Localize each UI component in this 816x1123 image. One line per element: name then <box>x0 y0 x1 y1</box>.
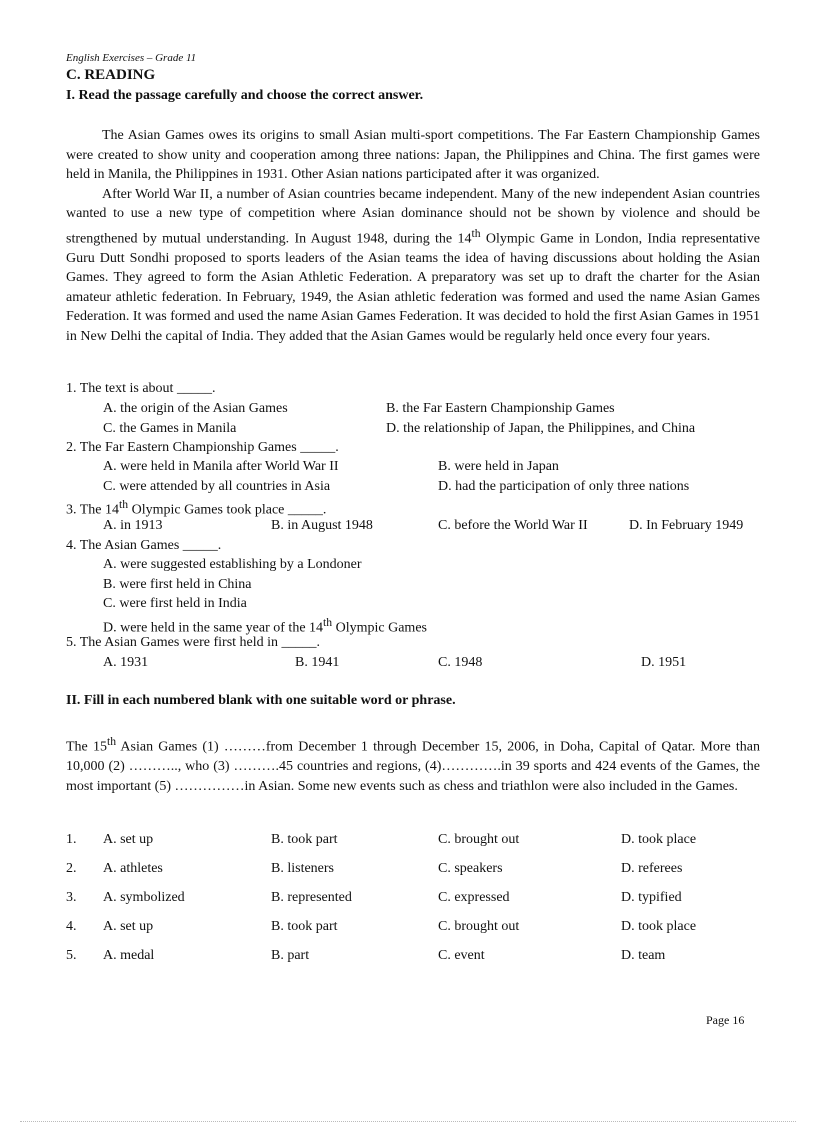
fill-item-2-option-c: C. speakers <box>438 861 503 876</box>
question-2-option-c: C. were attended by all countries in Asia <box>103 479 331 494</box>
question-2-option-b: B. were held in Japan <box>438 459 559 474</box>
fill-item-4-option-b: B. took part <box>271 919 338 934</box>
fill-item-5-option-a: A. medal <box>103 948 155 963</box>
question-1-option-c: C. the Games in Manila <box>103 421 237 436</box>
fill-item-4-option-a: A. set up <box>103 919 154 934</box>
page-number: Page 16 <box>706 1013 745 1027</box>
question-1-option-b: B. the Far Eastern Championship Games <box>386 401 615 416</box>
fill-item-1-option-c: C. brought out <box>438 832 520 847</box>
question-1-option-a: A. the origin of the Asian Games <box>103 401 288 416</box>
fill-item-4-number: 4. <box>66 919 77 934</box>
question-2-option-d: D. had the participation of only three nations <box>438 479 690 494</box>
question-4-option-b: B. were first held in China <box>103 577 252 592</box>
question-3-stem: 3. The 14th Olympic Games took place _____. <box>66 498 327 518</box>
section-title: C. READING <box>66 67 156 83</box>
question-3-option-c: C. before the World War II <box>438 518 588 533</box>
fill-item-3-option-c: C. expressed <box>438 890 510 905</box>
page-bottom-rule <box>20 1121 796 1122</box>
question-4-option-c: C. were first held in India <box>103 596 247 611</box>
question-5-option-c: C. 1948 <box>438 655 483 670</box>
question-4-option-a: A. were suggested establishing by a Londoner <box>103 557 362 572</box>
fill-item-2-number: 2. <box>66 861 77 876</box>
question-4-option-d: D. were held in the same year of the 14th Olympic Games <box>103 616 427 636</box>
fill-item-2-option-d: D. referees <box>621 861 683 876</box>
question-5-option-a: A. 1931 <box>103 655 149 670</box>
question-5-stem: 5. The Asian Games were first held in _____. <box>66 635 321 650</box>
cloze-passage: The 15th Asian Games (1) ………from December 1 through December 15, 2006, in Doha, Capital of Qatar. More than 10,000 (2) ……….., who (3) ……….45 countries and regions, (4)………….in 39 sports and 424 events of the Games, the most important (5) ……………in Asian. Some new events such as chess and triathlon were also included in the Games. <box>66 735 761 794</box>
fill-item-5-option-c: C. event <box>438 948 485 963</box>
question-5-option-b: B. 1941 <box>295 655 340 670</box>
fill-item-1-option-a: A. set up <box>103 832 154 847</box>
reading-passage <box>66 126 760 346</box>
fill-item-3-number: 3. <box>66 890 77 905</box>
fill-item-5-option-d: D. team <box>621 948 666 963</box>
fill-item-1-number: 1. <box>66 832 77 847</box>
fill-item-2-option-a: A. athletes <box>103 861 163 876</box>
fill-item-5-number: 5. <box>66 948 77 963</box>
fill-item-1-option-b: B. took part <box>271 832 338 847</box>
question-5-option-d: D. 1951 <box>641 655 687 670</box>
question-2-stem: 2. The Far Eastern Championship Games _____. <box>66 440 339 455</box>
fill-item-3-option-d: D. typified <box>621 890 682 905</box>
question-2-option-a: A. were held in Manila after World War II <box>103 459 339 474</box>
running-header: English Exercises – Grade 11 <box>66 52 197 64</box>
fill-item-3-option-b: B. represented <box>271 890 352 905</box>
question-4-stem: 4. The Asian Games _____. <box>66 538 222 553</box>
question-1-stem: 1. The text is about _____. <box>66 381 216 396</box>
question-3-option-d: D. In February 1949 <box>629 518 744 533</box>
fill-item-4-option-d: D. took place <box>621 919 697 934</box>
fill-item-5-option-b: B. part <box>271 948 310 963</box>
question-3-option-a: A. in 1913 <box>103 518 163 533</box>
question-1-option-d: D. the relationship of Japan, the Philippines, and China <box>386 421 696 436</box>
part2-instruction: II. Fill in each numbered blank with one suitable word or phrase. <box>66 693 456 708</box>
question-3-option-b: B. in August 1948 <box>271 518 373 533</box>
part1-instruction: I. Read the passage carefully and choose the correct answer. <box>66 88 424 103</box>
fill-item-4-option-c: C. brought out <box>438 919 520 934</box>
passage-paragraph-1: The Asian Games owes its origins to small Asian multi-sport competitions. The Far Eastern Championship Games were created to show unity and cooperation among three nations: Japan, the Philippines and China. The first games were held in Manila, the Philippines in 1931. Other Asian nations participated after it was organized. <box>66 128 760 182</box>
fill-item-3-option-a: A. symbolized <box>103 890 185 905</box>
fill-item-1-option-d: D. took place <box>621 832 697 847</box>
fill-item-2-option-b: B. listeners <box>271 861 334 876</box>
passage-paragraph-2: After World War II, a number of Asian countries became independent. Many of the new independent Asian countries wanted to use a new type of competition where Asian dominance should not be shown by violence and should be strengthened by mutual understanding. In August 1948, during the 14th Olympic Game in London, India representative Guru Dutt Sondhi proposed to sports leaders of the Asian teams the idea of having discussions about holding the Asian Games. They agreed to form the Asian Athletic Federation. A preparatory was set up to draft the charter for the Asian amateur athletic federation. In February, 1949, the Asian athletic federation was formed and used the name Asian Games Federation. It was formed and used the name Asian Games Federation. It was decided to hold the first Asian Games in 1951 in New Delhi the capital of India. They added that the Asian Games would be regularly held once every four years. <box>66 186 760 344</box>
